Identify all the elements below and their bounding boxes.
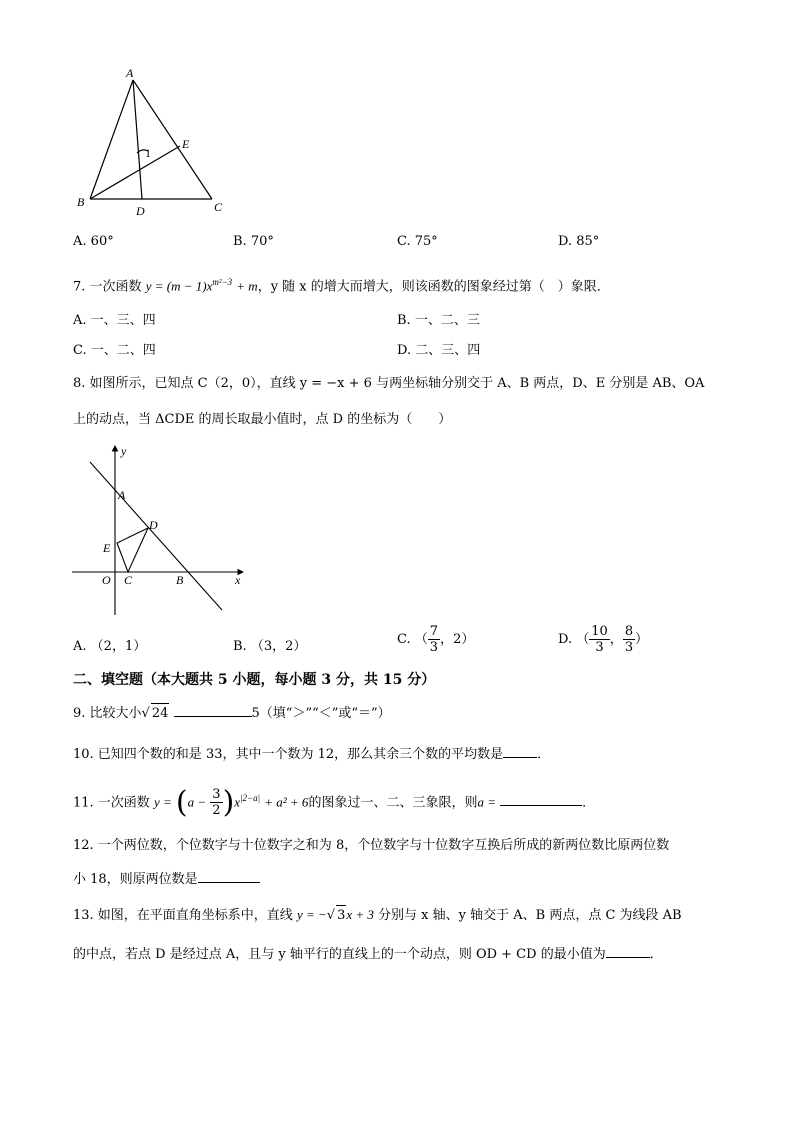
option-key: D. [397,343,412,358]
option-key: C. [397,234,411,249]
q7-option-d[interactable] [397,339,480,358]
question-text-rest: 分别与 x 轴、y 轴交于 A、B 两点，点 C 为线段 AB [378,908,682,923]
formula: y = (m − 1)x [145,278,213,294]
label-c: C [214,200,223,214]
label-c: C [124,573,133,587]
question-text: 10. 已知四个数的和是 33，其中一个数为 12，那么其余三个数的平均数是 [73,747,504,762]
q7-option-b[interactable] [397,309,480,328]
option-key: A. [73,313,87,328]
option-key: B. [233,234,247,249]
q6-option-a[interactable] [73,234,114,249]
label-x: x [235,573,241,587]
triangle-figure [70,60,240,220]
option-key: A. [73,639,87,654]
question-end: ． [649,947,663,962]
question-end: ． [537,747,551,762]
triangle-cde [117,528,148,572]
formula-tail: + m [236,278,258,294]
radicand: 24 [151,703,170,724]
option-text: （3，2） [250,639,307,654]
sqrt-symbol: √ [141,706,150,721]
label-a: A [118,488,126,502]
option-text: 一、二、四 [90,343,156,358]
question-13-line-1 [73,905,682,926]
option-key: D. [558,632,573,647]
label-o: O [102,573,111,587]
answer-blank[interactable] [198,868,260,883]
denominator: 3 [429,640,439,655]
option-text: 75° [414,234,438,249]
question-text: 9. 比较大小 [73,706,142,721]
q8-option-c[interactable] [397,624,474,655]
q6-option-c[interactable] [397,234,438,249]
paren: （ [576,632,590,647]
formula-tail: + a² + 6 [264,794,309,810]
label-e: E [103,541,111,555]
left-paren: ( [175,784,188,820]
formula: y = − [296,907,327,922]
q8-option-b[interactable] [233,635,306,654]
paren: （ [414,632,428,647]
numerator: 3 [212,787,221,803]
formula: x + 3 [346,907,374,922]
label-angle-1: 1 [145,146,151,160]
question-13-line-2 [73,943,663,965]
question-9 [73,702,391,724]
option-text: 70° [250,234,274,249]
question-text: 小 18，则原两位数是 [73,872,198,887]
question-text: 11. 一次函数 [73,795,150,811]
q7-option-c[interactable] [73,339,156,358]
question-text-tail: 5（填“＞”“＜”或“＝”） [251,706,391,721]
label-d: D [149,518,158,532]
numerator: 10 [591,624,608,639]
question-7 [73,272,610,297]
question-number: 7. [73,279,86,295]
q6-option-b[interactable] [233,234,274,249]
segment-ad [133,80,142,199]
formula: x [234,794,241,810]
option-key: B. [233,639,247,654]
option-tail: ，2） [440,632,475,647]
option-key: C. [73,343,87,358]
side-ab [90,80,133,199]
label-d: D [136,204,145,218]
formula-exponent: m²−3 [212,277,233,287]
question-text: 的中点，若点 D 是经过点 A，且与 y 轴平行的直线上的一个动点，则 OD + CD 的最小值为 [73,947,606,962]
denominator: 3 [595,640,604,655]
label-y: y [121,444,127,458]
denominator: 2 [212,803,221,819]
option-key: B. [397,313,411,328]
q8-option-d[interactable] [558,624,648,655]
paren: ） [635,632,649,647]
question-12-line-1: 12. 一个两位数，个位数字与十位数字之和为 8，个位数字与十位数字互换后所成的新两位数比原两位数 [73,838,670,853]
option-text: 一、三、四 [90,313,156,328]
coordinate-figure [68,440,258,620]
formula: a − [187,794,207,810]
question-text-rest: ，y 随 x 的增大而增大，则该函数的图象经过第（ ）象限． [257,279,610,295]
option-text: 85° [576,234,600,249]
numerator: 7 [429,624,439,639]
line-ab [90,462,222,610]
formula: a = [477,794,496,810]
answer-blank[interactable] [503,743,537,758]
separator: ， [609,632,623,647]
option-key: C. [397,632,411,647]
side-ac [133,80,212,199]
denominator: 3 [624,640,634,655]
question-8-line-1: 8. 如图所示，已知点 C（2，0），直线 y = −x + 6 与两坐标轴分别交于 A、B 两点，D、E 分别是 AB、OA [73,376,705,391]
question-11 [73,778,595,823]
question-end: ． [582,795,596,811]
question-text: 13. 如图，在平面直角坐标系中，直线 [73,908,293,923]
answer-blank[interactable] [606,943,650,958]
numerator: 8 [624,624,634,639]
option-text: 60° [90,234,114,249]
option-text: 一、二、三 [414,313,480,328]
fraction [623,624,635,655]
q6-option-d[interactable] [558,234,599,249]
q7-option-a[interactable] [73,309,156,328]
answer-blank[interactable] [174,702,252,717]
option-key: A. [73,234,87,249]
option-text: （2，1） [90,639,147,654]
question-8-line-2: 上的动点，当 ΔCDE 的周长取最小值时，点 D 的坐标为（ ） [73,412,452,427]
section-heading: 二、填空题（本大题共 5 小题，每小题 3 分，共 15 分） [73,672,436,688]
fraction [589,624,610,655]
label-b: B [77,195,85,209]
right-paren: ) [222,784,235,820]
formula: y = [153,794,172,810]
question-10 [73,743,550,765]
sqrt-symbol: √ [326,908,336,923]
label-e: E [182,137,190,151]
q8-option-a[interactable] [73,635,146,654]
option-key: D. [558,234,573,249]
formula-exponent: |2−a| [240,793,261,803]
answer-blank[interactable] [500,791,582,806]
label-b: B [176,573,184,587]
fraction [210,787,222,818]
fraction [428,624,440,655]
question-12-line-2 [73,868,260,890]
radicand: 3 [336,905,346,926]
question-text: 一次函数 [89,279,142,295]
segment-be [90,146,180,199]
label-a: A [126,66,134,80]
option-text: 二、三、四 [415,343,481,358]
question-text-rest: 的图象过一、二、三象限，则 [308,795,478,811]
